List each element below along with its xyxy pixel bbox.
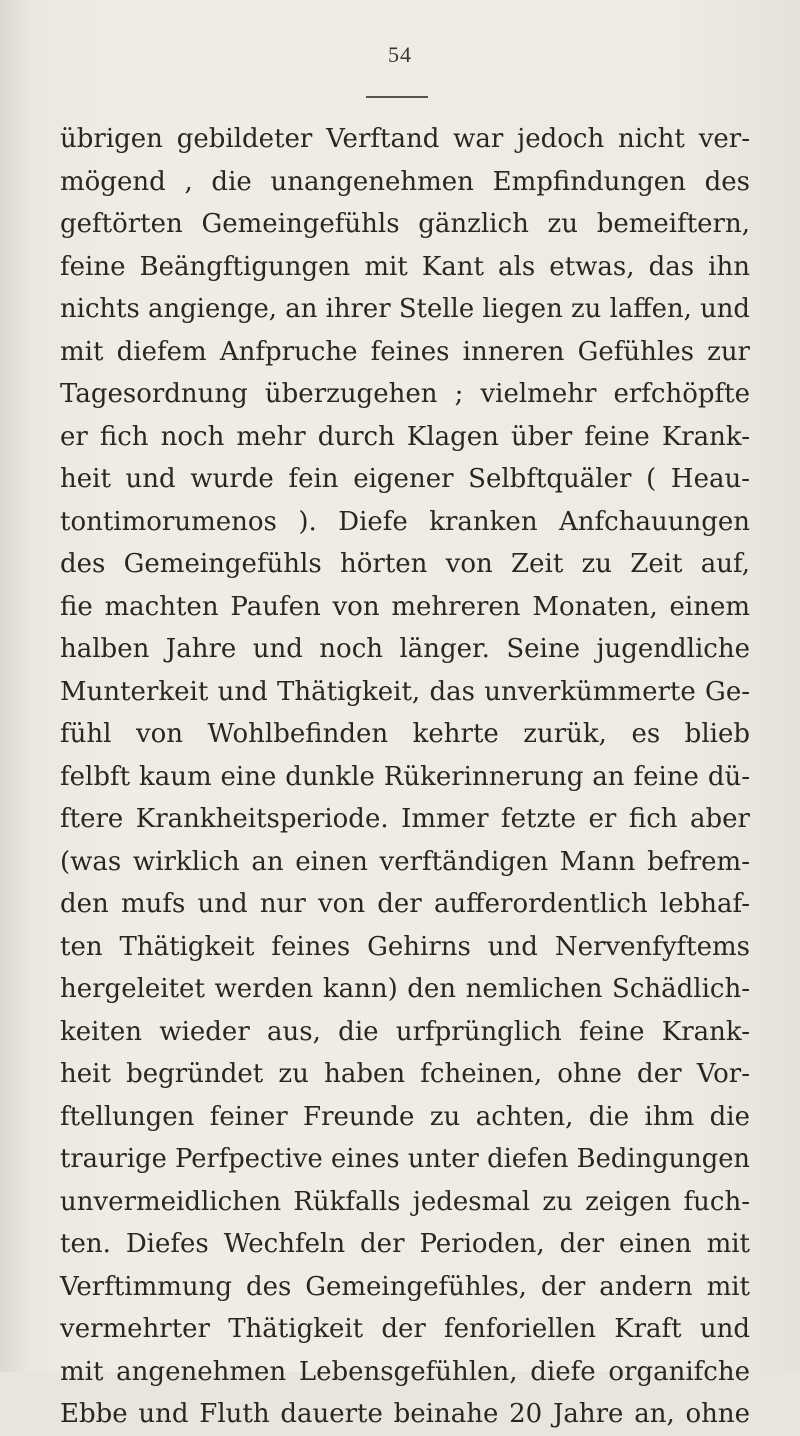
text-line: hergeleitet werden kann) den nemlichen Schädlich- bbox=[60, 974, 750, 1004]
text-line: übrigen gebildeter Verftand war jedoch nicht ver- bbox=[60, 124, 750, 154]
text-line: er fich noch mehr durch Klagen über feine Krank- bbox=[60, 421, 750, 452]
text-line: Ebbe und Fluth dauerte beinahe 20 Jahre an, ohne bbox=[60, 1399, 750, 1429]
text-line: Verftimmung des Gemeingefühles, der andern mit bbox=[60, 1271, 750, 1302]
text-line: mögend , die unangenehmen Empfindungen des bbox=[60, 166, 750, 197]
text-line: heit begründet zu haben fcheinen, ohne der Vor- bbox=[60, 1059, 750, 1089]
text-line: vermehrter Thätigkeit der fenforiellen Kraft und bbox=[60, 1314, 750, 1344]
body-text bbox=[60, 118, 750, 1436]
text-line: mit diefem Anfpruche feines inneren Gefühles zur bbox=[60, 336, 750, 367]
text-line: keiten wieder aus, die urfprünglich feine Krank- bbox=[60, 1016, 750, 1047]
text-line: Tagesordnung überzugehen ; vielmehr erfchöpfte bbox=[60, 379, 750, 409]
text-line: geftörten Gemeingefühls gänzlich zu bemeiftern, bbox=[60, 209, 750, 239]
text-line: felbft kaum eine dunkle Rükerinnerung an feine dü- bbox=[60, 761, 750, 792]
text-line: fühl von Wohlbefinden kehrte zurük, es blieb bbox=[60, 719, 750, 749]
text-line: heit und wurde fein eigener Selbftquäler ( Heau- bbox=[60, 464, 750, 494]
text-line: ten. Diefes Wechfeln der Perioden, der einen mit bbox=[60, 1229, 750, 1259]
text-line: halben Jahre und noch länger. Seine jugendliche bbox=[60, 634, 750, 664]
text-line: ten Thätigkeit feines Gehirns und Nervenfyftems bbox=[60, 931, 750, 962]
text-line: ftellungen feiner Freunde zu achten, die ihm die bbox=[60, 1101, 750, 1132]
text-line: feine Beängftigungen mit Kant als etwas, das ihn bbox=[60, 251, 750, 282]
page-number-rule bbox=[366, 96, 428, 98]
text-line: des Gemeingefühls hörten von Zeit zu Zeit auf, bbox=[60, 549, 750, 579]
text-line: ftere Krankheitsperiode. Immer fetzte er fich aber bbox=[60, 804, 750, 834]
text-line: traurige Perfpective eines unter diefen Bedingungen bbox=[60, 1144, 750, 1174]
text-line: nichts angienge, an ihrer Stelle liegen zu laffen, und bbox=[60, 294, 750, 324]
text-line: mit angenehmen Lebensgefühlen, diefe organifche bbox=[60, 1356, 750, 1387]
page-number: 54 bbox=[388, 42, 412, 67]
text-line: unvermeidlichen Rükfalls jedesmal zu zeigen fuch- bbox=[60, 1186, 750, 1217]
text-line: fie machten Paufen von mehreren Monaten, einem bbox=[60, 591, 750, 622]
text-line: (was wirklich an einen verftändigen Mann befrem- bbox=[60, 846, 750, 877]
text-line: Munterkeit und Thätigkeit, das unverkümmerte Ge- bbox=[60, 676, 750, 707]
text-line: den mufs und nur von der aufferordentlich lebhaf- bbox=[60, 889, 750, 919]
text-line: tontimorumenos ). Diefe kranken Anfchauungen bbox=[60, 506, 750, 537]
